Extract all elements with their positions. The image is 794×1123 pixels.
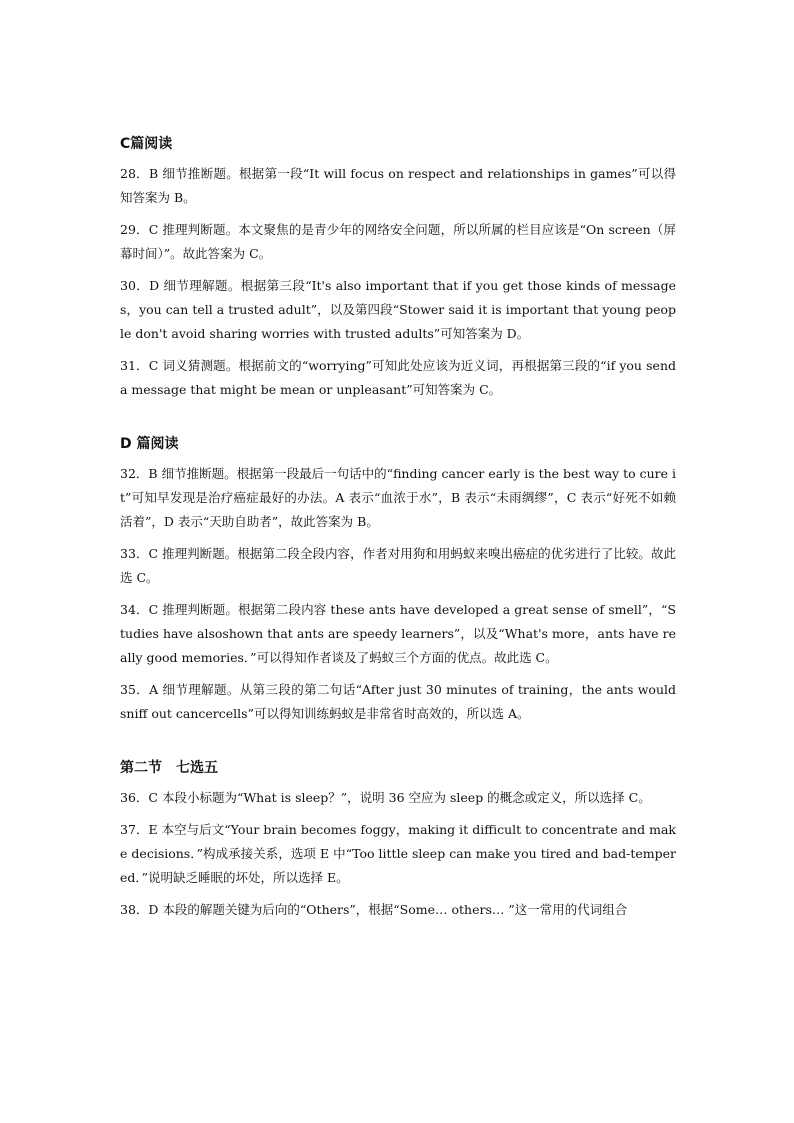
answer-30: 30．D 细节理解题。根据第三段“It's also important that if you get those kinds of messages，you can tell a trusted adult”，以及第四段“Stower said it is important that young people don't avoid sharing worries with trusted adults”可知答案为 D。 <box>120 278 676 341</box>
answer-33: 33．C 推理判断题。根据第二段全段内容，作者对用狗和用蚂蚁来嗅出癌症的优劣进行了比较。故此选 C。 <box>120 546 676 585</box>
answer-37: 37．E 本空与后文“Your brain becomes foggy，making it difficult to concentrate and make decisions．”构成承接关系，选项 E 中“Too little sleep can make you tired and bad-tempered．”说明缺乏睡眠的坏处，所以选择 E。 <box>120 822 676 885</box>
answer-32: 32．B 细节推断题。根据第一段最后一句话中的“finding cancer early is the best way to cure it”可知早发现是治疗癌症最好的办法。A 表示“血浓于水”，B 表示“未雨绸缪”，C 表示“好死不如赖活着”，D 表示“天助自助者”，故此答案为 B。 <box>120 466 676 529</box>
answer-29: 29．C 推理判断题。本文聚焦的是青少年的网络安全问题，所以所属的栏目应该是“On screen（屏幕时间）”。故此答案为 C。 <box>120 222 676 261</box>
answer-36: 36．C 本段小标题为“What is sleep？”，说明 36 空应为 sleep 的概念或定义，所以选择 C。 <box>120 790 651 805</box>
answer-35: 35．A 细节理解题。从第三段的第二句话“After just 30 minutes of training，the ants would sniff out cancercells”可以得知训练蚂蚁是非常省时高效的，所以选 A。 <box>120 682 676 721</box>
section-heading-c: C篇阅读 <box>120 136 173 152</box>
answer-38: 38．D 本段的解题关键为后向的“Others”，根据“Some… others… ”这一常用的代词组合 <box>120 902 628 917</box>
answer-34: 34．C 推理判断题。根据第二段内容 these ants have developed a great sense of smell”，“Studies have alsoshown that ants are speedy learners”，以及“What's more，ants have really good memories．”可以得知作者谈及了蚂蚁三个方面的优点。故此选 C。 <box>120 602 676 665</box>
section-heading-seven-choose-five: 第二节 七选五 <box>120 760 218 776</box>
answer-28: 28．B 细节推断题。根据第一段“It will focus on respect and relationships in games”可以得知答案为 B。 <box>120 166 676 205</box>
section-heading-d: D 篇阅读 <box>120 436 179 452</box>
page-content <box>120 132 676 922</box>
answer-31: 31．C 词义猜测题。根据前文的“worrying”可知此处应该为近义词，再根据第三段的“if you send a message that might be mean or unpleasant”可知答案为 C。 <box>120 358 676 397</box>
